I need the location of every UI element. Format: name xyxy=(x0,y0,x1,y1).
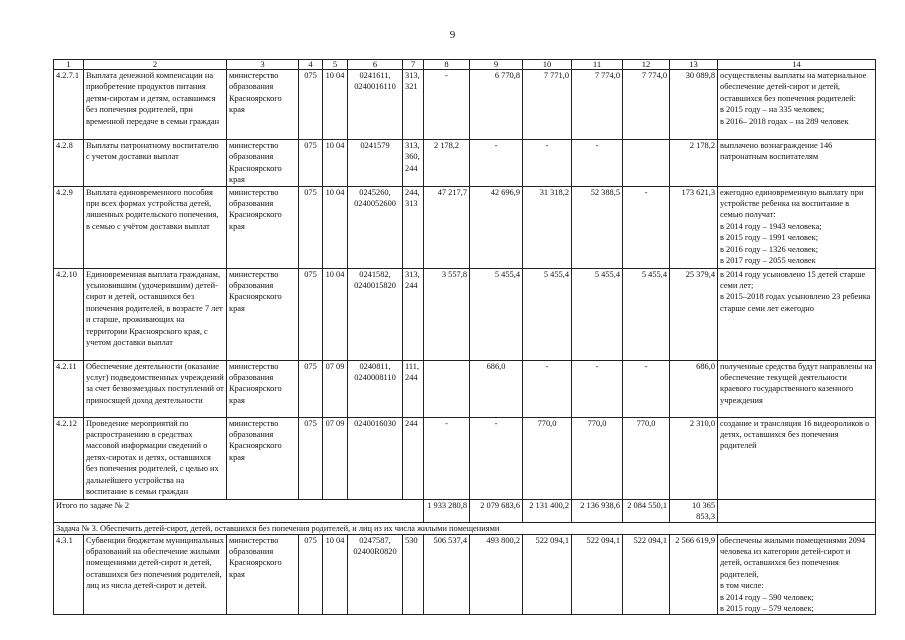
item-csr: 0241611, 0240016110 xyxy=(348,70,403,140)
item-value: 5 455,4 xyxy=(623,268,670,360)
total-row xyxy=(54,499,876,522)
item-org: министерство образования Красноярского края xyxy=(227,70,299,140)
item-value: - xyxy=(623,186,670,268)
table-row xyxy=(54,70,876,140)
item-value: 522 094,1 xyxy=(623,534,670,615)
item-grbs: 075 xyxy=(299,534,323,615)
item-section: 10 04 xyxy=(323,186,348,268)
total-value: 2 084 550,1 xyxy=(623,499,670,522)
item-value: - xyxy=(623,360,670,417)
item-value: 522 094,1 xyxy=(523,534,572,615)
item-result: осуществлены выплаты на материальное обеспечение детей-сирот и детей, оставшихся без попечения родителей: в 2015 году – на 335 человек; в 2016– 2018 годах – на 289 человек xyxy=(718,70,876,140)
item-value: 7 771,0 xyxy=(523,70,572,140)
item-number: 4.2.12 xyxy=(54,417,84,499)
total-value: 2 136 938,6 xyxy=(572,499,623,522)
item-vr: 530 xyxy=(403,534,424,615)
item-value: 42 696,9 xyxy=(470,186,523,268)
item-total: 173 621,3 xyxy=(670,186,718,268)
item-section: 10 04 xyxy=(323,534,348,615)
item-result: выплачено вознаграждение 146 патронатным воспитателям xyxy=(718,140,876,187)
item-name: Субвенции бюджетам муниципальных образований на обеспечение жилыми помещениями детей-сирот и детей, оставшихся без попечения родителей, лиц из числа детей-сирот и детей. xyxy=(84,534,227,615)
item-number: 4.2.8 xyxy=(54,140,84,187)
column-number: 6 xyxy=(348,60,403,70)
item-value: 31 318,2 xyxy=(523,186,572,268)
item-value xyxy=(424,360,470,417)
item-section: 07 09 xyxy=(323,417,348,499)
item-name: Выплата единовременного пособия при всех формах устройства детей, лишенных родительского попечения, в семью с учётом доставки выплат xyxy=(84,186,227,268)
item-value: - xyxy=(523,360,572,417)
item-value: 52 388,5 xyxy=(572,186,623,268)
column-number-row xyxy=(54,60,876,70)
task-heading: Задача № 3. Обеспечить детей-сирот, детей, оставшихся без попечения родителей, и лиц из их числа жилыми помещениями xyxy=(54,522,876,534)
item-result: полученные средства будут направлены на обеспечение текущей деятельности краевого государственного казенного учреждения xyxy=(718,360,876,417)
item-value: 770,0 xyxy=(572,417,623,499)
item-csr: 0241579 xyxy=(348,140,403,187)
column-number: 3 xyxy=(227,60,299,70)
item-grbs: 075 xyxy=(299,268,323,360)
column-number: 7 xyxy=(403,60,424,70)
item-grbs: 075 xyxy=(299,140,323,187)
total-value: 1 933 280,8 xyxy=(424,499,470,522)
column-number: 12 xyxy=(623,60,670,70)
item-vr: 244, 313 xyxy=(403,186,424,268)
table-row xyxy=(54,140,876,187)
item-name: Проведение мероприятий по распространению в средствах массовой информации сведений о детях-сиротах и детях, оставшихся без попечения родителей, с целью их дальнейшего устройства на воспитание в семьи граждан xyxy=(84,417,227,499)
column-number: 8 xyxy=(424,60,470,70)
item-grbs: 075 xyxy=(299,186,323,268)
item-value xyxy=(623,140,670,187)
item-org: министерство образования Красноярского края xyxy=(227,534,299,615)
item-value: 5 455,4 xyxy=(572,268,623,360)
item-value: 5 455,4 xyxy=(523,268,572,360)
item-total: 30 089,8 xyxy=(670,70,718,140)
column-number: 1 xyxy=(54,60,84,70)
item-org: министерство образования Красноярского края xyxy=(227,268,299,360)
column-number: 13 xyxy=(670,60,718,70)
item-value: 770,0 xyxy=(523,417,572,499)
column-number: 9 xyxy=(470,60,523,70)
column-number: 5 xyxy=(323,60,348,70)
item-value: 47 217,7 xyxy=(424,186,470,268)
item-value: - xyxy=(424,417,470,499)
item-value: 493 800,2 xyxy=(470,534,523,615)
item-value: 522 094,1 xyxy=(572,534,623,615)
item-value: 5 455,4 xyxy=(470,268,523,360)
item-csr: 0240016030 xyxy=(348,417,403,499)
item-result: создание и трансляция 16 видеороликов о детях, оставшихся без попечения родителей xyxy=(718,417,876,499)
column-number: 2 xyxy=(84,60,227,70)
item-csr: 0240811, 0240008110 xyxy=(348,360,403,417)
item-number: 4.2.10 xyxy=(54,268,84,360)
table-row xyxy=(54,417,876,499)
total-value: 10 365 853,3 xyxy=(670,499,718,522)
item-value: 6 770,8 xyxy=(470,70,523,140)
item-value: 7 774,0 xyxy=(572,70,623,140)
item-value: 770,0 xyxy=(623,417,670,499)
item-result: в 2014 году усыновлено 15 детей старше семи лет; в 2015–2018 годах усыновлено 23 ребенка старше семи лет ежегодно xyxy=(718,268,876,360)
task-row xyxy=(54,522,876,534)
item-section: 10 04 xyxy=(323,140,348,187)
item-total: 686,0 xyxy=(670,360,718,417)
total-empty xyxy=(718,499,876,522)
program-table xyxy=(53,59,876,615)
item-vr: 111, 244 xyxy=(403,360,424,417)
item-name: Выплаты патронатному воспитателю с учетом доставки выплат xyxy=(84,140,227,187)
item-section: 10 04 xyxy=(323,70,348,140)
item-name: Обеспечение деятельности (оказание услуг) подведомственных учреждений за счет безвозмездных поступлений от приносящей доход деятельности xyxy=(84,360,227,417)
item-vr: 313, 360, 244 xyxy=(403,140,424,187)
item-total: 2 178,2 xyxy=(670,140,718,187)
item-org: министерство образования Красноярского края xyxy=(227,417,299,499)
item-number: 4.2.11 xyxy=(54,360,84,417)
item-org: министерство образования Красноярского края xyxy=(227,186,299,268)
item-value: - xyxy=(572,360,623,417)
column-number: 10 xyxy=(523,60,572,70)
item-csr: 0247587, 02400R0820 xyxy=(348,534,403,615)
item-value: - xyxy=(470,417,523,499)
column-number: 4 xyxy=(299,60,323,70)
total-label: Итого по задаче № 2 xyxy=(54,499,424,522)
item-section: 10 04 xyxy=(323,268,348,360)
item-grbs: 075 xyxy=(299,70,323,140)
item-org: министерство образования Красноярского края xyxy=(227,140,299,187)
item-value: - xyxy=(523,140,572,187)
table-row xyxy=(54,186,876,268)
table-row xyxy=(54,268,876,360)
item-grbs: 075 xyxy=(299,417,323,499)
item-result: ежегодно единовременную выплату при устройстве ребенка на воспитание в семью получат: в 2014 году – 1943 человека; в 2015 году – 1991 человек; в 2016 году – 1326 человек; в 2017 году – 2055 человек xyxy=(718,186,876,268)
item-value: 686,0 xyxy=(470,360,523,417)
item-number: 4.3.1 xyxy=(54,534,84,615)
item-value: 506 537,4 xyxy=(424,534,470,615)
total-value: 2 079 683,6 xyxy=(470,499,523,522)
item-vr: 313, 244 xyxy=(403,268,424,360)
item-vr: 313, 321 xyxy=(403,70,424,140)
item-value: - xyxy=(572,140,623,187)
table-row xyxy=(54,360,876,417)
item-total: 2 566 619,9 xyxy=(670,534,718,615)
item-csr: 0245260, 0240052600 xyxy=(348,186,403,268)
item-csr: 0241582, 0240015820 xyxy=(348,268,403,360)
item-vr: 244 xyxy=(403,417,424,499)
table-row xyxy=(54,534,876,615)
item-total: 2 310,0 xyxy=(670,417,718,499)
item-value: 7 774,0 xyxy=(623,70,670,140)
item-value: - xyxy=(424,70,470,140)
page-number: 9 xyxy=(449,29,456,41)
item-result: обеспечены жилыми помещениями 2094 человека из категории детей-сирот и детей, оставшихся без попечения родителей, в том числе: в 2014 году – 590 человек; в 2015 году – 579 человек; xyxy=(718,534,876,615)
total-value: 2 131 400,2 xyxy=(523,499,572,522)
column-number: 11 xyxy=(572,60,623,70)
item-grbs: 075 xyxy=(299,360,323,417)
item-number: 4.2.9 xyxy=(54,186,84,268)
column-number: 14 xyxy=(718,60,876,70)
item-section: 07 09 xyxy=(323,360,348,417)
item-value: - xyxy=(470,140,523,187)
item-value: 3 557,8 xyxy=(424,268,470,360)
item-name: Единовременная выплата гражданам, усыновившим (удочерившим) детей-сирот и детей, оставшихся без попечения родителей, в возрасте 7 лет и старше, проживающих на территории Красноярского края, с учетом доставки выплат xyxy=(84,268,227,360)
item-name: Выплата денежной компенсации на приобретение продуктов питания детям-сиротам и детям, оставшимся без попечения родителей, при временной передаче в семьи граждан xyxy=(84,70,227,140)
item-value: 2 178,2 xyxy=(424,140,470,187)
item-number: 4.2.7.1 xyxy=(54,70,84,140)
item-org: министерство образования Красноярского края xyxy=(227,360,299,417)
item-total: 25 379,4 xyxy=(670,268,718,360)
